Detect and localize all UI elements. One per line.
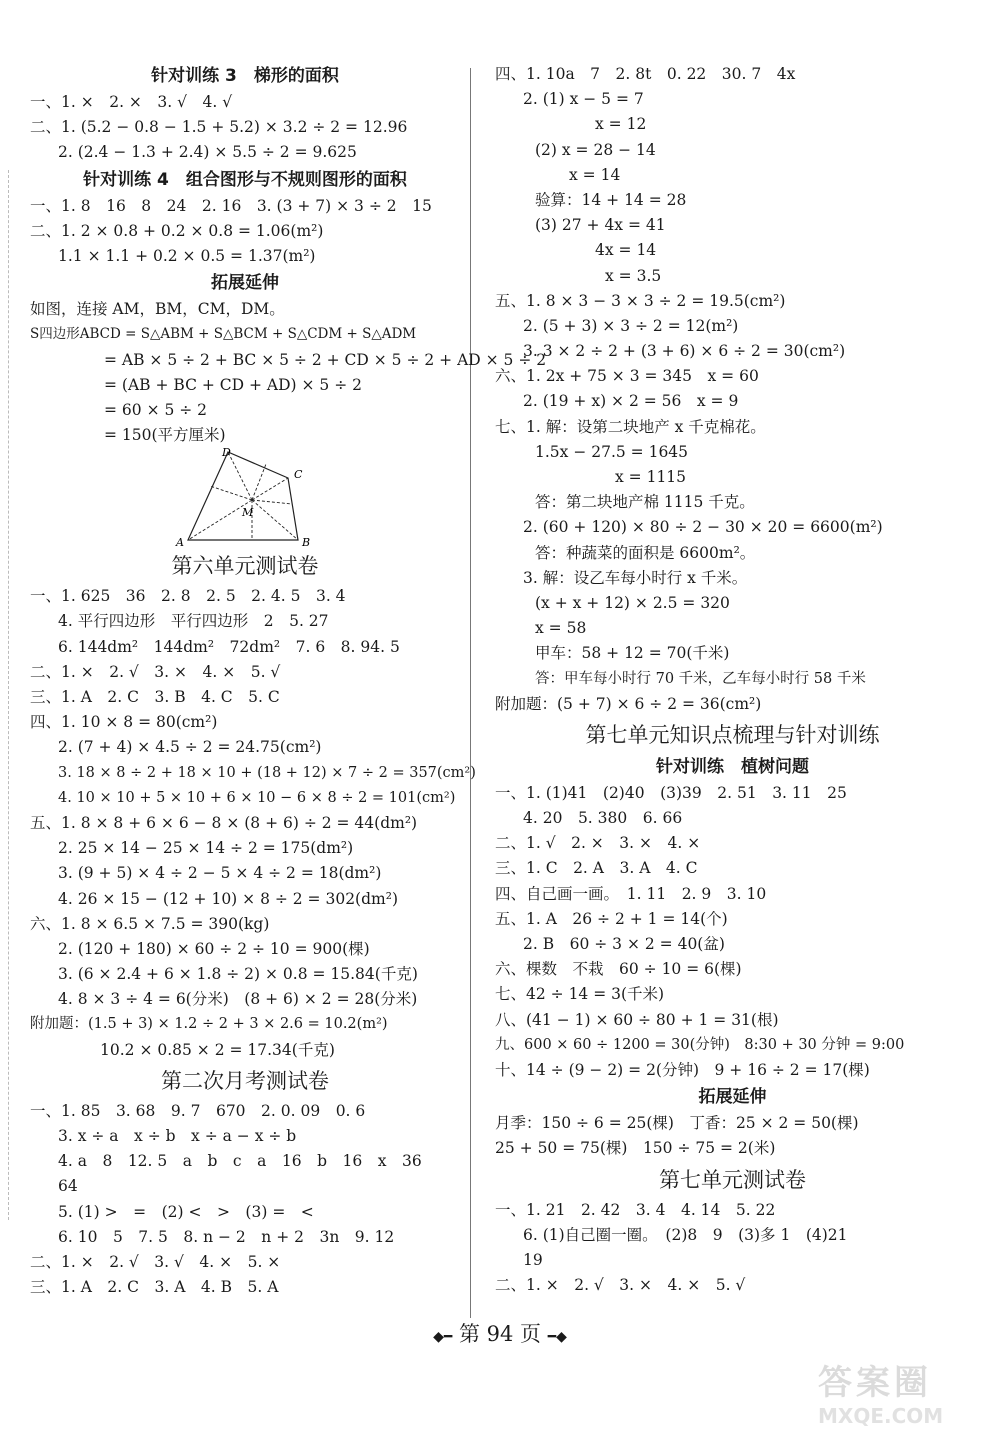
answer-line: 3. 3 × 2 ÷ 2 + (3 + 6) × 6 ÷ 2 = 30(cm²) xyxy=(523,342,846,361)
label-a: A xyxy=(176,536,184,549)
column-divider xyxy=(470,68,471,1318)
answer-line: 4. 平行四边形 平行四边形 2 5. 27 xyxy=(58,612,329,631)
answer-line: 附加题：(1.5 + 3) × 1.2 ÷ 2 + 3 × 2.6 = 10.2(m²) xyxy=(30,1016,388,1033)
answer-line: 一、1. 8 16 8 24 2. 16 3. (3 + 7) × 3 ÷ 2 15 xyxy=(30,196,432,215)
answer-line: 4x = 14 xyxy=(595,241,657,260)
answer-line: 2. (60 + 120) × 80 ÷ 2 − 30 × 20 = 6600(m²) xyxy=(523,518,883,537)
label-d: D xyxy=(222,448,231,460)
answer-line: 一、1. 21 2. 42 3. 4 4. 14 5. 22 xyxy=(495,1200,776,1219)
answer-line: 3. (6 × 2.4 + 6 × 1.8 ÷ 2) × 0.8 = 15.84(千克) xyxy=(58,965,418,984)
page-footer xyxy=(0,1318,1000,1348)
answer-line: 答：甲车每小时行 70 千米，乙车每小时行 58 千米 xyxy=(535,670,866,687)
answer-line: 六、棵数 不栽 60 ÷ 10 = 6(棵) xyxy=(495,960,742,979)
answer-line: 2. B 60 ÷ 3 × 2 = 40(盆) xyxy=(523,935,725,953)
answer-line: 19 xyxy=(523,1250,543,1269)
height-to-cd xyxy=(252,464,266,500)
answer-line: 3. 解：设乙车每小时行 x 千米。 xyxy=(523,568,748,587)
answer-line: = AB × 5 ÷ 2 + BC × 5 ÷ 2 + CD × 5 ÷ 2 + AD × 5 ÷ 2 xyxy=(104,350,547,369)
watermark-logo-text: 答案圈 xyxy=(818,1363,932,1403)
answer-line: 2. (7 + 4) × 4.5 ÷ 2 = 24.75(cm²) xyxy=(58,738,322,757)
answer-line: 四、自己画一画。 1. 11 2. 9 3. 10 xyxy=(495,884,767,903)
test-title: 第七单元测试卷 xyxy=(659,1167,806,1192)
answer-line: 七、42 ÷ 14 = 3(千米) xyxy=(495,985,665,1004)
answer-line: 四、1. 10a 7 2. 8t 0. 22 30. 7 4x xyxy=(495,65,796,83)
answer-line: 五、1. 8 × 8 + 6 × 6 − 8 × (8 + 6) ÷ 2 = 44(dm²) xyxy=(30,813,418,832)
answer-line: 4. 8 × 3 ÷ 4 = 6(分米) (8 + 6) × 2 = 28(分米) xyxy=(58,990,418,1009)
answer-line: x = 14 xyxy=(569,165,621,184)
answer-line: 六、1. 2x + 75 × 3 = 345 x = 60 xyxy=(495,367,759,386)
ornament-left-icon: ◆━ xyxy=(433,1329,453,1345)
answer-line: x = 12 xyxy=(595,115,647,134)
answer-line: 4. 10 × 10 + 5 × 10 + 6 × 10 − 6 × 8 ÷ 2 = 101(cm²) xyxy=(58,789,456,806)
section-heading: 针对训练 植树问题 xyxy=(656,756,809,777)
answer-line: 3. 18 × 8 ÷ 2 + 18 × 10 + (18 + 12) × 7 ÷ 2 = 357(cm²) xyxy=(58,764,476,781)
answer-line: 二、1. × 2. √ 3. × 4. × 5. √ xyxy=(495,1276,746,1295)
right-column xyxy=(495,62,970,1298)
answer-line: = 60 × 5 ÷ 2 xyxy=(104,400,208,419)
answer-line: 2. (19 + x) × 2 = 56 x = 9 xyxy=(523,392,739,411)
page-number: 第 94 页 xyxy=(458,1322,542,1346)
answer-line: 二、1. × 2. √ 3. × 4. × 5. √ xyxy=(30,662,281,681)
answer-line: 四、1. 10 × 8 = 80(cm²) xyxy=(30,713,218,732)
section-heading: 拓展延伸 xyxy=(698,1087,767,1108)
test-title: 第六单元测试卷 xyxy=(171,554,319,579)
answer-line: 一、1. 625 36 2. 8 2. 5 2. 4. 5 3. 4 xyxy=(30,587,346,606)
test-title: 第二次月考测试卷 xyxy=(161,1068,329,1093)
answer-line: 1.1 × 1.1 + 0.2 × 0.5 = 1.37(m²) xyxy=(58,246,316,265)
answer-line: x = 1115 xyxy=(615,468,687,486)
answer-line: 6. 144dm² 144dm² 72dm² 7. 6 8. 94. 5 xyxy=(58,637,400,656)
answer-line: 月季：150 ÷ 6 = 25(棵) 丁香：25 × 2 = 50(棵) xyxy=(495,1114,859,1133)
answer-line: S四边形ABCD = S△ABM + S△BCM + S△CDM + S△ADM xyxy=(30,326,417,343)
answer-line: 六、1. 8 × 6.5 × 7.5 = 390(kg) xyxy=(30,914,270,933)
answer-line: 4. a 8 12. 5 a b c a 16 b 16 x 36 xyxy=(58,1152,422,1171)
ornament-right-icon: ━◆ xyxy=(547,1329,567,1345)
unit-title: 第七单元知识点梳理与针对训练 xyxy=(585,722,880,747)
answer-line: 验算：14 + 14 = 28 xyxy=(535,190,687,209)
answer-line: 1.5x − 27.5 = 1645 xyxy=(535,442,689,461)
answer-line: 5. (1) > = (2) < > (3) = < xyxy=(58,1202,314,1221)
answer-line: 七、1. 解：设第二块地产 x 千克棉花。 xyxy=(495,417,766,436)
answer-line: = (AB + BC + CD + AD) × 5 ÷ 2 xyxy=(104,375,362,394)
answer-line: x = 58 xyxy=(535,619,587,638)
answer-line: 2. (5 + 3) × 3 ÷ 2 = 12(m²) xyxy=(523,316,739,335)
answer-line: 九、600 × 60 ÷ 1200 = 30(分钟) 8:30 + 30 分钟 = 9:00 xyxy=(495,1036,905,1053)
answer-line: 64 xyxy=(58,1177,78,1196)
answer-line: 6. 10 5 7. 5 8. n − 2 n + 2 3n 9. 12 xyxy=(58,1227,395,1246)
answer-line: 6. (1)自己圈一圈。 (2)8 9 (3)多 1 (4)21 xyxy=(523,1225,848,1244)
segment-cm xyxy=(252,478,288,500)
answer-line: 25 + 50 = 75(棵) 150 ÷ 75 = 2(米) xyxy=(495,1139,776,1158)
answer-line: 3. x ÷ a x ÷ b x ÷ a − x ÷ b xyxy=(58,1127,297,1145)
answer-line: 答：第二块地产棉 1115 千克。 xyxy=(535,493,755,512)
answer-line: 4. 20 5. 380 6. 66 xyxy=(523,809,683,828)
answer-line: (3) 27 + 4x = 41 xyxy=(535,216,666,235)
answer-line: 三、1. C 2. A 3. A 4. C xyxy=(495,859,698,878)
answer-line: 十、14 ÷ (9 − 2) = 2(分钟) 9 + 16 ÷ 2 = 17(棵) xyxy=(495,1060,870,1079)
answer-line: 附加题：(5 + 7) × 6 ÷ 2 = 36(cm²) xyxy=(495,694,762,713)
answer-line: 4. 26 × 15 − (12 + 10) × 8 ÷ 2 = 302(dm²) xyxy=(58,889,398,908)
answer-line: 二、1. × 2. √ 3. √ 4. × 5. × xyxy=(30,1252,281,1271)
answer-line: 二、1. 2 × 0.8 + 0.2 × 0.8 = 1.06(m²) xyxy=(30,221,324,240)
answer-line: 二、1. (5.2 − 0.8 − 1.5 + 5.2) × 3.2 ÷ 2 = 12.96 xyxy=(30,118,408,137)
answer-line: 2. (120 + 180) × 60 ÷ 2 ÷ 10 = 900(棵) xyxy=(58,939,370,958)
answer-line: 10.2 × 0.85 × 2 = 17.34(千克) xyxy=(100,1040,335,1059)
answer-line: = 150(平方厘米) xyxy=(104,426,226,445)
section-heading: 拓展延伸 xyxy=(211,273,279,294)
answer-line: 五、1. A 26 ÷ 2 + 1 = 14(个) xyxy=(495,909,728,928)
answer-line: 2. 25 × 14 − 25 × 14 ÷ 2 = 175(dm²) xyxy=(58,839,354,858)
answer-line: 3. (9 + 5) × 4 ÷ 2 − 5 × 4 ÷ 2 = 18(dm²) xyxy=(58,864,382,883)
answer-line: 一、1. × 2. × 3. √ 4. √ xyxy=(30,93,233,111)
quadrilateral-figure xyxy=(30,448,460,548)
answer-line: 一、1. (1)41 (2)40 (3)39 2. 51 3. 11 25 xyxy=(495,783,847,802)
answer-line: 一、1. 85 3. 68 9. 7 670 2. 0. 09 0. 6 xyxy=(30,1101,366,1120)
answer-line: (x + x + 12) × 2.5 = 320 xyxy=(535,593,730,612)
height-to-ad xyxy=(210,486,252,500)
section-heading: 针对训练 4 组合图形与不规则图形的面积 xyxy=(83,169,407,190)
answer-line: 五、1. 8 × 3 − 3 × 3 ÷ 2 = 19.5(cm²) xyxy=(495,291,786,310)
answer-line: 如图，连接 AM，BM，CM，DM。 xyxy=(30,300,285,319)
answer-line: 2. (1) x − 5 = 7 xyxy=(523,90,644,109)
answer-line: x = 3.5 xyxy=(605,266,662,285)
answer-line: 二、1. √ 2. × 3. × 4. × xyxy=(495,834,701,853)
binding-margin-line xyxy=(8,170,9,1220)
section-heading: 针对训练 3 梯形的面积 xyxy=(151,66,339,86)
quadrilateral-diagram xyxy=(30,448,460,548)
site-watermark xyxy=(818,1355,988,1428)
answer-line: 甲车：58 + 12 = 70(千米) xyxy=(535,644,730,663)
answer-line: 答：种蔬菜的面积是 6600m²。 xyxy=(535,543,756,562)
quadrilateral-outline xyxy=(188,452,298,540)
height-to-bc xyxy=(252,500,292,504)
answer-line: 三、1. A 2. C 3. A 4. B 5. A xyxy=(30,1278,279,1297)
label-c: C xyxy=(294,468,303,482)
label-m: M xyxy=(242,506,254,520)
answer-line: 三、1. A 2. C 3. B 4. C 5. C xyxy=(30,688,280,706)
answer-line: 2. (2.4 − 1.3 + 2.4) × 5.5 ÷ 2 = 9.625 xyxy=(58,143,357,162)
answer-line: 八、(41 − 1) × 60 ÷ 80 + 1 = 31(根) xyxy=(495,1010,779,1029)
answer-line: (2) x = 28 − 14 xyxy=(535,140,656,159)
segment-bm xyxy=(252,500,298,540)
label-b: B xyxy=(302,536,311,549)
watermark-url: MXQE.COM xyxy=(818,1404,944,1428)
